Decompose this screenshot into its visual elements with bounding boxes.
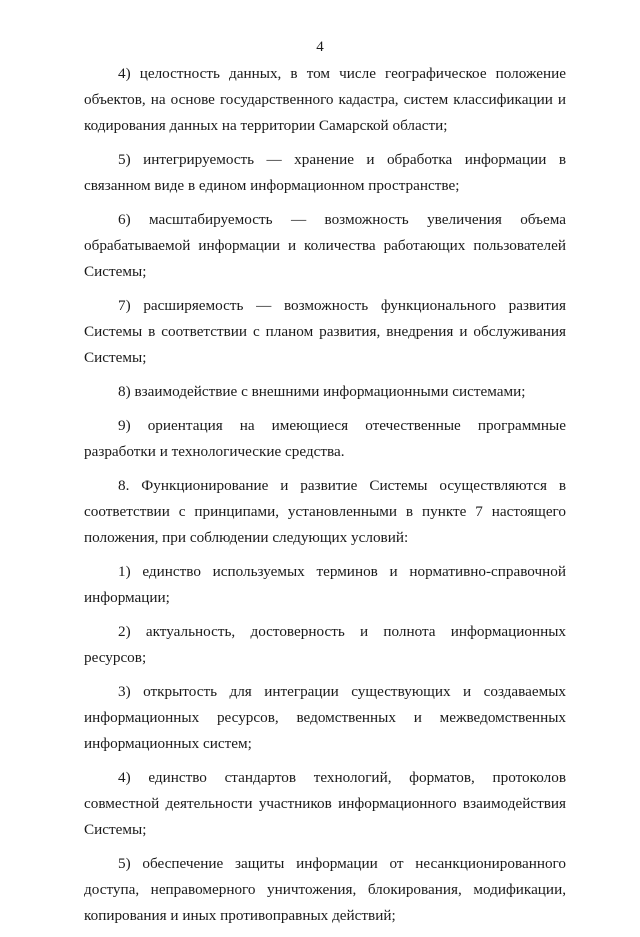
paragraph-principle-6: 6) масштабируемость — возможность увеличения объема обрабатываемой информации и количества работающих пользователей Системы; — [84, 211, 566, 280]
page-number: 4 — [316, 39, 324, 55]
document-body — [84, 61, 566, 937]
paragraph-section-8: 8. Функционирование и развитие Системы осуществляются в соответствии с принципами, установленными в пункте 7 настоящего положения, при соблюдении следующих условий: — [84, 477, 566, 546]
paragraph-condition-4: 4) единство стандартов технологий, форматов, протоколов совместной деятельности участников информационного взаимодействия Системы; — [84, 769, 566, 838]
paragraph-principle-4: 4) целостность данных, в том числе географическое положение объектов, на основе государственного кадастра, систем классификации и кодирования данных на территории Самарской области; — [84, 65, 566, 134]
paragraph-principle-8: 8) взаимодействие с внешними информационными системами; — [118, 383, 526, 400]
paragraph-condition-3: 3) открытость для интеграции существующих и создаваемых информационных ресурсов, ведомственных и межведомственных информационных систем; — [84, 683, 566, 752]
paragraph-principle-5: 5) интегрируемость — хранение и обработка информации в связанном виде в едином информационном пространстве; — [84, 151, 566, 194]
paragraph-principle-7: 7) расширяемость — возможность функционального развития Системы в соответствии с планом развития, внедрения и обслуживания Системы; — [84, 297, 566, 366]
paragraph-principle-9: 9) ориентация на имеющиеся отечественные программные разработки и технологические средства. — [84, 417, 566, 460]
paragraph-condition-1: 1) единство используемых терминов и нормативно-справочной информации; — [84, 563, 566, 606]
paragraph-condition-5: 5) обеспечение защиты информации от несанкционированного доступа, неправомерного уничтожения, блокирования, модификации, копирования и иных противоправных действий; — [84, 855, 566, 924]
paragraph-condition-2: 2) актуальность, достоверность и полнота информационных ресурсов; — [84, 623, 566, 666]
